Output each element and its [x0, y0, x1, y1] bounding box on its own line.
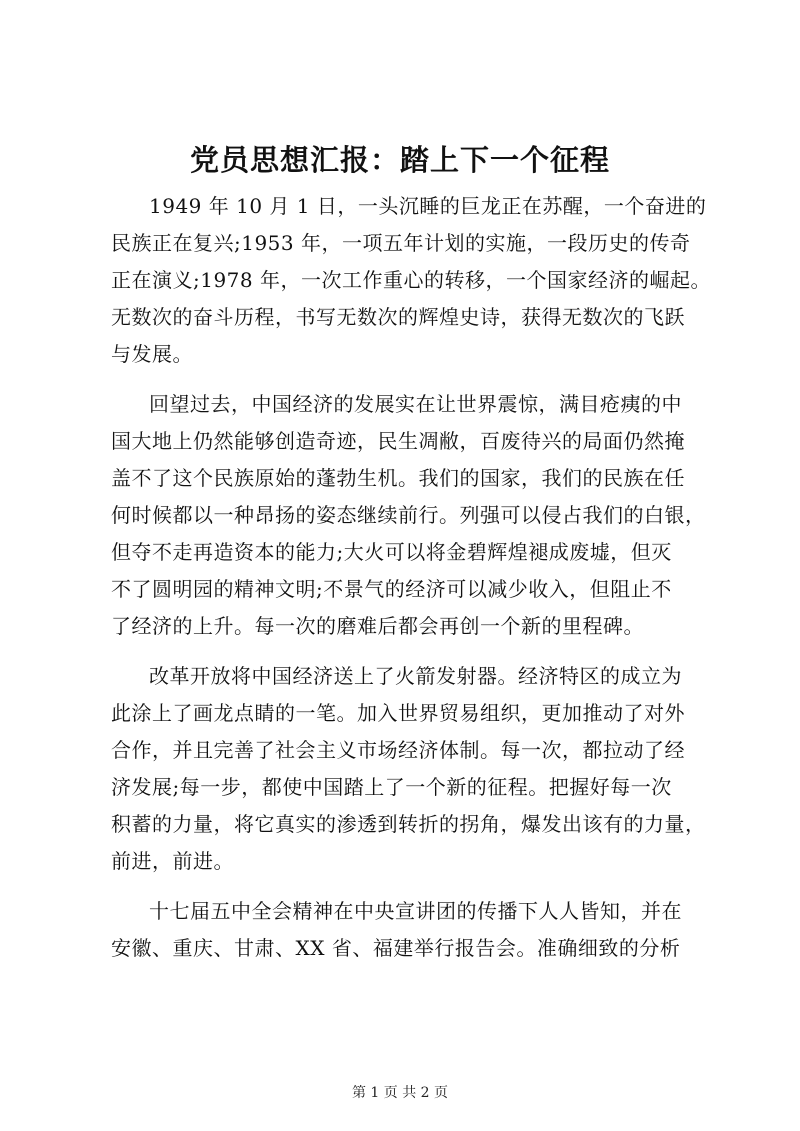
paragraph-line: 合作，并且完善了社会主义市场经济体制。每一次，都拉动了经: [111, 738, 685, 762]
paragraph-line: 积蓄的力量，将它真实的渗透到转折的拐角，爆发出该有的力量，: [111, 812, 706, 836]
paragraph-line: 安徽、重庆、甘肃、XX 省、福建举行报告会。准确细致的分析: [111, 936, 681, 960]
paragraph-line: 盖不了这个民族原始的蓬勃生机。我们的国家，我们的民族在任: [111, 466, 685, 490]
paragraph-line: 无数次的奋斗历程，书写无数次的辉煌史诗，获得无数次的飞跃: [111, 305, 685, 329]
paragraph-line: 前进，前进。: [111, 849, 234, 873]
paragraph-line: 此涂上了画龙点睛的一笔。加入世界贸易组织，更加推动了对外: [111, 701, 685, 725]
document-title: 党员思想汇报：踏上下一个征程: [189, 143, 610, 177]
paragraph-line: 改革开放将中国经济送上了火箭发射器。经济特区的成立为: [149, 664, 682, 688]
paragraph-line: 了经济的上升。每一次的磨难后都会再创一个新的里程碑。: [111, 614, 644, 638]
paragraph-line: 济发展;每一步，都使中国踏上了一个新的征程。把握好每一次: [111, 775, 672, 799]
paragraph-line: 回望过去，中国经济的发展实在让世界震惊，满目疮痍的中: [149, 392, 682, 416]
paragraph-line: 民族正在复兴;1953 年，一项五年计划的实施，一段历史的传奇: [111, 231, 691, 255]
paragraph-line: 1949 年 10 月 1 日，一头沉睡的巨龙正在苏醒，一个奋进的: [149, 194, 707, 218]
paragraph-line: 十七届五中全会精神在中央宣讲团的传播下人人皆知，并在: [149, 899, 682, 923]
paragraph-line: 何时候都以一种昂扬的姿态继续前行。列强可以侵占我们的白银，: [111, 503, 706, 527]
paragraph-line: 与发展。: [111, 342, 193, 366]
page-number-footer: 第 1 页 共 2 页: [351, 1085, 449, 1101]
paragraph-line: 正在演义;1978 年，一次工作重心的转移，一个国家经济的崛起。: [111, 268, 711, 292]
paragraph-line: 国大地上仍然能够创造奇迹，民生凋敝，百废待兴的局面仍然掩: [111, 429, 685, 453]
paragraph-line: 不了圆明园的精神文明;不景气的经济可以减少收入，但阻止不: [111, 577, 672, 601]
paragraph-line: 但夺不走再造资本的能力;大火可以将金碧辉煌褪成废墟，但灭: [111, 540, 672, 564]
